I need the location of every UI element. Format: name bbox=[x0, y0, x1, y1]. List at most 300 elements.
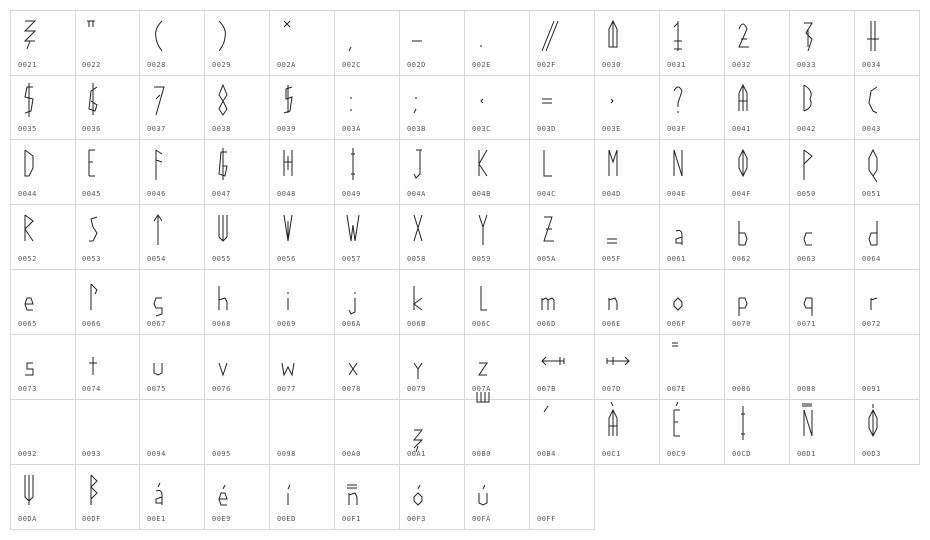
glyph-stroke bbox=[414, 97, 416, 113]
glyph-code-label: 00D3 bbox=[862, 450, 881, 458]
glyph-stroke bbox=[219, 286, 227, 310]
glyph-stroke bbox=[674, 87, 682, 113]
glyph-cell[interactable] bbox=[660, 400, 725, 465]
glyph-code-label: 0073 bbox=[18, 385, 37, 393]
glyph-stroke bbox=[479, 150, 487, 176]
glyph-preview bbox=[471, 276, 501, 310]
glyph-cell[interactable] bbox=[530, 140, 595, 205]
glyph-stroke bbox=[739, 221, 747, 245]
glyph-code-label: 0091 bbox=[862, 385, 881, 393]
glyph-code-label: 0038 bbox=[212, 125, 231, 133]
glyph-stroke bbox=[479, 485, 487, 505]
glyph-preview bbox=[276, 341, 306, 375]
glyph-preview bbox=[666, 211, 696, 245]
glyph-stroke bbox=[284, 150, 292, 176]
glyph-code-label: 005A bbox=[537, 255, 556, 263]
glyph-preview bbox=[536, 341, 566, 375]
glyph-stroke bbox=[91, 284, 97, 310]
glyph-cell[interactable] bbox=[595, 10, 660, 76]
glyph-code-label: 0070 bbox=[732, 320, 751, 328]
glyph-cell[interactable] bbox=[10, 140, 76, 205]
glyph-preview bbox=[666, 406, 696, 440]
glyph-preview bbox=[536, 81, 566, 115]
glyph-stroke bbox=[25, 363, 33, 375]
glyph-preview bbox=[861, 211, 891, 245]
glyph-stroke bbox=[607, 357, 629, 365]
glyph-preview bbox=[211, 276, 241, 310]
glyph-preview bbox=[81, 17, 111, 51]
glyph-cell[interactable] bbox=[855, 140, 920, 205]
glyph-code-label: 00B4 bbox=[537, 450, 556, 458]
glyph-stroke bbox=[804, 150, 812, 180]
glyph-cell[interactable] bbox=[335, 205, 400, 270]
glyph-cell[interactable] bbox=[400, 205, 465, 270]
glyph-cell[interactable] bbox=[140, 205, 205, 270]
glyph-preview bbox=[406, 406, 436, 440]
glyph-stroke bbox=[156, 21, 162, 51]
glyph-code-label: 006A bbox=[342, 320, 361, 328]
glyph-cell[interactable] bbox=[790, 335, 855, 400]
glyph-cell[interactable] bbox=[335, 400, 400, 465]
glyph-code-label: 00E1 bbox=[147, 515, 166, 523]
glyph-code-label: 006C bbox=[472, 320, 491, 328]
glyph-cell[interactable] bbox=[855, 10, 920, 76]
glyph-code-label: 00FA bbox=[472, 515, 491, 523]
glyph-code-label: 007A bbox=[472, 385, 491, 393]
glyph-code-label: 0098 bbox=[277, 450, 296, 458]
glyph-cell[interactable] bbox=[10, 335, 76, 400]
glyph-preview bbox=[406, 341, 436, 375]
glyph-cell[interactable] bbox=[660, 140, 725, 205]
glyph-code-label: 0056 bbox=[277, 255, 296, 263]
glyph-preview bbox=[211, 146, 241, 180]
glyph-cell[interactable] bbox=[335, 335, 400, 400]
glyph-cell[interactable] bbox=[205, 10, 270, 76]
glyph-stroke bbox=[609, 402, 617, 436]
glyph-cell[interactable] bbox=[725, 75, 790, 140]
glyph-cell[interactable] bbox=[660, 270, 725, 335]
glyph-cell[interactable] bbox=[270, 465, 335, 530]
glyph-cell[interactable] bbox=[790, 205, 855, 270]
glyph-preview bbox=[211, 81, 241, 115]
glyph-stroke bbox=[544, 150, 552, 176]
glyph-cell[interactable] bbox=[335, 10, 400, 76]
glyph-cell[interactable] bbox=[270, 140, 335, 205]
glyph-cell[interactable] bbox=[10, 75, 76, 140]
glyph-code-label: 007B bbox=[537, 385, 556, 393]
glyph-preview bbox=[341, 211, 371, 245]
glyph-stroke bbox=[414, 215, 422, 241]
glyph-preview bbox=[146, 471, 176, 505]
glyph-preview bbox=[796, 17, 826, 51]
glyph-cell[interactable] bbox=[725, 140, 790, 205]
glyph-code-label: 003A bbox=[342, 125, 361, 133]
glyph-preview bbox=[536, 471, 566, 505]
glyph-cell[interactable] bbox=[725, 400, 790, 465]
glyph-preview bbox=[731, 341, 761, 375]
glyph-cell[interactable] bbox=[400, 270, 465, 335]
glyph-cell[interactable] bbox=[75, 140, 140, 205]
glyph-code-label: 0030 bbox=[602, 61, 621, 69]
glyph-code-label: 00CD bbox=[732, 450, 751, 458]
glyph-preview bbox=[601, 211, 631, 245]
glyph-cell[interactable] bbox=[75, 10, 140, 76]
glyph-code-label: 004F bbox=[732, 190, 751, 198]
glyph-code-label: 0036 bbox=[82, 125, 101, 133]
glyph-code-label: 002D bbox=[407, 61, 426, 69]
glyph-stroke bbox=[25, 475, 33, 505]
glyph-preview bbox=[81, 81, 111, 115]
glyph-preview bbox=[81, 211, 111, 245]
glyph-stroke bbox=[674, 402, 680, 436]
glyph-stroke bbox=[89, 357, 97, 375]
glyph-cell[interactable] bbox=[75, 75, 140, 140]
glyph-cell[interactable] bbox=[205, 140, 270, 205]
glyph-code-label: 0043 bbox=[862, 125, 881, 133]
glyph-preview bbox=[406, 146, 436, 180]
glyph-code-label: 004C bbox=[537, 190, 556, 198]
glyph-cell[interactable] bbox=[270, 335, 335, 400]
glyph-code-label: 0061 bbox=[667, 255, 686, 263]
glyph-stroke bbox=[676, 231, 682, 246]
glyph-code-label: 00ED bbox=[277, 515, 296, 523]
glyph-cell[interactable] bbox=[205, 465, 270, 530]
glyph-cell[interactable] bbox=[725, 205, 790, 270]
glyph-code-label: 0047 bbox=[212, 190, 231, 198]
glyph-cell[interactable] bbox=[595, 205, 660, 270]
glyph-cell[interactable] bbox=[530, 205, 595, 270]
glyph-preview bbox=[81, 471, 111, 505]
glyph-cell[interactable] bbox=[465, 10, 530, 76]
glyph-cell[interactable] bbox=[10, 10, 76, 76]
glyph-cell[interactable] bbox=[75, 205, 140, 270]
glyph-cell[interactable] bbox=[400, 335, 465, 400]
glyph-stroke bbox=[25, 83, 33, 117]
glyph-stroke bbox=[611, 99, 613, 103]
glyph-cell[interactable] bbox=[205, 270, 270, 335]
glyph-cell[interactable] bbox=[530, 465, 595, 530]
glyph-cell[interactable] bbox=[465, 140, 530, 205]
glyph-preview bbox=[341, 17, 371, 51]
glyph-stroke bbox=[282, 363, 294, 375]
glyph-cell[interactable] bbox=[530, 75, 595, 140]
glyph-code-label: 0032 bbox=[732, 61, 751, 69]
glyph-code-label: 0071 bbox=[797, 320, 816, 328]
glyph-cell[interactable] bbox=[595, 270, 660, 335]
glyph-preview bbox=[341, 276, 371, 310]
glyph-cell[interactable] bbox=[595, 75, 660, 140]
glyph-cell[interactable] bbox=[530, 10, 595, 76]
glyph-preview bbox=[406, 211, 436, 245]
glyph-stroke bbox=[871, 298, 877, 310]
glyph-cell[interactable] bbox=[660, 335, 725, 400]
glyph-code-label: 0029 bbox=[212, 61, 231, 69]
glyph-code-label: 0039 bbox=[277, 125, 296, 133]
glyph-cell[interactable] bbox=[335, 140, 400, 205]
glyph-code-label: 0063 bbox=[797, 255, 816, 263]
glyph-code-label: 00B0 bbox=[472, 450, 491, 458]
glyph-cell[interactable] bbox=[75, 465, 140, 530]
glyph-code-label: 0066 bbox=[82, 320, 101, 328]
glyph-preview bbox=[861, 406, 891, 440]
glyph-cell[interactable] bbox=[140, 140, 205, 205]
glyph-cell[interactable] bbox=[75, 270, 140, 335]
glyph-code-label: 0068 bbox=[212, 320, 231, 328]
glyph-code-label: 0095 bbox=[212, 450, 231, 458]
glyph-cell[interactable] bbox=[530, 335, 595, 400]
glyph-preview bbox=[601, 17, 631, 51]
glyph-cell[interactable] bbox=[660, 75, 725, 140]
glyph-code-label: 002A bbox=[277, 61, 296, 69]
glyph-preview bbox=[666, 17, 696, 51]
glyph-stroke bbox=[25, 298, 33, 310]
glyph-cell[interactable] bbox=[75, 400, 140, 465]
glyph-stroke bbox=[674, 150, 682, 176]
glyph-cell[interactable] bbox=[270, 205, 335, 270]
glyph-preview bbox=[796, 81, 826, 115]
glyph-cell[interactable] bbox=[790, 140, 855, 205]
glyph-code-label: 0045 bbox=[82, 190, 101, 198]
glyph-stroke bbox=[156, 483, 162, 505]
glyph-code-label: 0058 bbox=[407, 255, 426, 263]
glyph-preview bbox=[211, 406, 241, 440]
glyph-cell[interactable] bbox=[855, 75, 920, 140]
glyph-cell[interactable] bbox=[595, 140, 660, 205]
glyph-code-label: 003C bbox=[472, 125, 491, 133]
glyph-preview bbox=[666, 81, 696, 115]
glyph-preview bbox=[406, 81, 436, 115]
glyph-code-label: 0028 bbox=[147, 61, 166, 69]
glyph-stroke bbox=[414, 150, 422, 178]
glyph-stroke bbox=[414, 430, 422, 452]
glyph-stroke bbox=[349, 363, 357, 375]
glyph-code-label: 00F3 bbox=[407, 515, 426, 523]
glyph-cell[interactable] bbox=[790, 270, 855, 335]
glyph-cell[interactable] bbox=[140, 400, 205, 465]
glyph-stroke bbox=[804, 85, 811, 111]
glyph-cell[interactable] bbox=[465, 270, 530, 335]
glyph-cell[interactable] bbox=[140, 335, 205, 400]
glyph-cell[interactable] bbox=[10, 205, 76, 270]
glyph-preview bbox=[146, 341, 176, 375]
glyph-preview bbox=[471, 17, 501, 51]
glyph-stroke bbox=[89, 150, 95, 176]
glyph-stroke bbox=[91, 475, 97, 505]
glyph-preview bbox=[211, 341, 241, 375]
glyph-preview bbox=[17, 471, 47, 505]
glyph-preview bbox=[81, 341, 111, 375]
glyph-stroke bbox=[154, 363, 162, 375]
glyph-stroke bbox=[674, 21, 682, 51]
glyph-cell[interactable] bbox=[270, 270, 335, 335]
glyph-preview bbox=[601, 341, 631, 375]
glyph-stroke bbox=[544, 406, 548, 412]
glyph-stroke bbox=[739, 298, 747, 316]
glyph-cell[interactable] bbox=[10, 270, 76, 335]
glyph-code-label: 0075 bbox=[147, 385, 166, 393]
glyph-code-label: 0093 bbox=[82, 450, 101, 458]
glyph-cell[interactable] bbox=[530, 400, 595, 465]
glyph-stroke bbox=[869, 404, 877, 436]
glyph-stroke bbox=[609, 150, 617, 176]
glyph-cell[interactable] bbox=[660, 10, 725, 76]
glyph-preview bbox=[536, 211, 566, 245]
glyph-cell[interactable] bbox=[270, 400, 335, 465]
glyph-cell[interactable] bbox=[335, 75, 400, 140]
glyph-stroke bbox=[219, 21, 225, 51]
glyph-cell[interactable] bbox=[465, 75, 530, 140]
glyph-stroke bbox=[542, 357, 564, 365]
glyph-cell[interactable] bbox=[465, 335, 530, 400]
glyph-cell[interactable] bbox=[335, 465, 400, 530]
glyph-preview bbox=[471, 341, 501, 375]
glyph-code-label: 00E9 bbox=[212, 515, 231, 523]
glyph-stroke bbox=[609, 21, 617, 47]
glyph-preview bbox=[796, 211, 826, 245]
glyph-cell[interactable] bbox=[790, 400, 855, 465]
glyph-preview bbox=[796, 406, 826, 440]
glyph-cell[interactable] bbox=[790, 75, 855, 140]
glyph-preview bbox=[406, 471, 436, 505]
glyph-cell[interactable] bbox=[465, 465, 530, 530]
glyph-code-label: 004D bbox=[602, 190, 621, 198]
glyph-cell[interactable] bbox=[855, 335, 920, 400]
glyph-stroke bbox=[347, 485, 357, 505]
glyph-cell[interactable] bbox=[205, 400, 270, 465]
glyph-stroke bbox=[219, 148, 227, 180]
glyph-stroke bbox=[414, 363, 422, 379]
glyph-cell[interactable] bbox=[400, 140, 465, 205]
glyph-stroke bbox=[609, 298, 617, 310]
glyph-cell[interactable] bbox=[530, 270, 595, 335]
glyph-preview bbox=[796, 146, 826, 180]
glyph-code-label: 006D bbox=[537, 320, 556, 328]
glyph-cell[interactable] bbox=[140, 10, 205, 76]
glyph-code-label: 0076 bbox=[212, 385, 231, 393]
glyph-preview bbox=[601, 81, 631, 115]
glyph-code-label: 0069 bbox=[277, 320, 296, 328]
glyph-code-label: 0051 bbox=[862, 190, 881, 198]
glyph-code-label: 0053 bbox=[82, 255, 101, 263]
glyph-preview bbox=[81, 406, 111, 440]
glyph-preview bbox=[731, 146, 761, 180]
glyph-code-label: 004A bbox=[407, 190, 426, 198]
glyph-cell[interactable] bbox=[75, 335, 140, 400]
glyph-cell[interactable] bbox=[400, 400, 465, 465]
glyph-cell[interactable] bbox=[400, 75, 465, 140]
glyph-code-label: 0046 bbox=[147, 190, 166, 198]
glyph-preview bbox=[536, 276, 566, 310]
glyph-stroke bbox=[741, 406, 745, 440]
glyph-cell[interactable] bbox=[205, 335, 270, 400]
glyph-code-label: 00A1 bbox=[407, 450, 426, 458]
glyph-stroke bbox=[739, 85, 747, 111]
glyph-stroke bbox=[869, 150, 877, 182]
glyph-code-label: 00A0 bbox=[342, 450, 361, 458]
glyph-cell[interactable] bbox=[465, 205, 530, 270]
glyph-cell[interactable] bbox=[10, 465, 76, 530]
glyph-stroke bbox=[219, 363, 227, 375]
glyph-stroke bbox=[288, 485, 290, 505]
glyph-preview bbox=[731, 276, 761, 310]
glyph-cell[interactable] bbox=[790, 10, 855, 76]
glyph-stroke bbox=[351, 148, 355, 180]
glyph-cell[interactable] bbox=[10, 400, 76, 465]
glyph-preview bbox=[796, 341, 826, 375]
glyph-code-label: 0074 bbox=[82, 385, 101, 393]
glyph-preview bbox=[211, 471, 241, 505]
glyph-code-label: 004E bbox=[667, 190, 686, 198]
glyph-code-label: 0042 bbox=[797, 125, 816, 133]
glyph-stroke bbox=[89, 83, 97, 115]
glyph-stroke bbox=[414, 485, 422, 505]
glyph-preview bbox=[17, 81, 47, 115]
glyph-preview bbox=[471, 211, 501, 245]
glyph-preview bbox=[406, 276, 436, 310]
glyph-cell[interactable] bbox=[660, 205, 725, 270]
glyph-preview bbox=[341, 341, 371, 375]
glyph-cell[interactable] bbox=[855, 400, 920, 465]
glyph-stroke bbox=[869, 221, 877, 245]
glyph-cell[interactable] bbox=[140, 465, 205, 530]
glyph-cell[interactable] bbox=[465, 400, 530, 465]
glyph-preview bbox=[341, 471, 371, 505]
glyph-stroke bbox=[542, 99, 552, 103]
glyph-cell[interactable] bbox=[725, 335, 790, 400]
glyph-preview bbox=[146, 406, 176, 440]
glyph-preview bbox=[666, 146, 696, 180]
glyph-stroke bbox=[284, 215, 292, 241]
glyph-code-label: 0064 bbox=[862, 255, 881, 263]
glyph-stroke bbox=[479, 215, 487, 245]
glyph-preview bbox=[81, 146, 111, 180]
glyph-stroke bbox=[481, 99, 483, 103]
glyph-cell[interactable] bbox=[205, 75, 270, 140]
glyph-stroke bbox=[739, 150, 747, 176]
glyph-cell[interactable] bbox=[595, 335, 660, 400]
glyph-stroke bbox=[156, 150, 162, 180]
glyph-cell[interactable] bbox=[595, 400, 660, 465]
glyph-code-label: 0044 bbox=[18, 190, 37, 198]
glyph-code-label: 007D bbox=[602, 385, 621, 393]
glyph-cell[interactable] bbox=[725, 10, 790, 76]
glyph-stroke bbox=[869, 87, 877, 113]
glyph-preview bbox=[276, 471, 306, 505]
glyph-preview bbox=[666, 341, 696, 375]
glyph-cell[interactable] bbox=[335, 270, 400, 335]
glyph-stroke bbox=[414, 286, 422, 310]
glyph-preview bbox=[81, 276, 111, 310]
glyph-cell[interactable] bbox=[725, 270, 790, 335]
glyph-cell[interactable] bbox=[270, 10, 335, 76]
glyph-cell[interactable] bbox=[140, 75, 205, 140]
glyph-code-label: 00D1 bbox=[797, 450, 816, 458]
glyph-preview bbox=[146, 146, 176, 180]
glyph-cell[interactable] bbox=[270, 75, 335, 140]
glyph-cell[interactable] bbox=[855, 205, 920, 270]
glyph-cell[interactable] bbox=[400, 465, 465, 530]
glyph-cell[interactable] bbox=[205, 205, 270, 270]
glyph-code-label: 0054 bbox=[147, 255, 166, 263]
glyph-cell[interactable] bbox=[140, 270, 205, 335]
glyph-cell[interactable] bbox=[400, 10, 465, 76]
glyph-code-label: 0072 bbox=[862, 320, 881, 328]
glyph-code-label: 0022 bbox=[82, 61, 101, 69]
glyph-cell[interactable] bbox=[855, 270, 920, 335]
glyph-preview bbox=[146, 211, 176, 245]
glyph-preview bbox=[146, 276, 176, 310]
glyph-stroke bbox=[284, 85, 292, 113]
